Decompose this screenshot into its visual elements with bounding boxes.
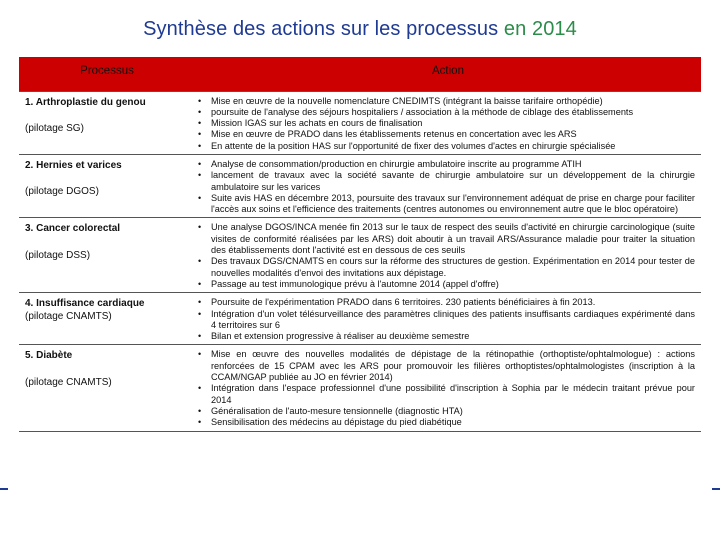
process-pilot: (pilotage CNAMTS): [25, 310, 112, 322]
action-cell: [195, 218, 701, 293]
action-item: • Des travaux DGS/CNAMTS en cours sur la réforme des structures de gestion. Expérimentation en 2014 pour tester de nouvelles modalités d'envoi des invitations aux dépistage.: [195, 256, 695, 279]
header-processus: Processus: [19, 57, 195, 91]
title-text: Synthèse des actions sur les processus: [143, 18, 499, 40]
action-item: • Mission IGAS sur les achats en cours de finalisation: [195, 118, 695, 129]
action-item: • Mise en œuvre des nouvelles modalités de dépistage de la rétinopathie (orthoptiste/ophtalmologue) : actions renforcées de 15 CPAM avec les ARS pour promouvoir les filières orthoptistes/ophtalmologistes (inscription à la CCAM/NGAP publiée au JO en février 2014): [195, 349, 695, 383]
process-pilot: (pilotage CNAMTS): [25, 376, 112, 388]
action-item: • Analyse de consommation/production en chirurgie ambulatoire inscrite au programme ATIH: [195, 159, 695, 170]
action-item: • Bilan et extension progressive à réaliser au deuxième semestre: [195, 331, 695, 342]
page-title: [0, 18, 720, 41]
action-item: • Intégration dans l'espace professionnel d'une possibilité d'inscription à Sophia par le médecin traitant prévue pour 2014: [195, 383, 695, 406]
process-cell: [19, 345, 195, 431]
decorative-line-right: [712, 488, 720, 490]
action-cell: [195, 91, 701, 154]
action-list: [195, 159, 695, 215]
process-cell: [19, 154, 195, 217]
action-item: • Passage au test immunologique prévu à l'automne 2014 (appel d'offre): [195, 279, 695, 290]
process-cell: [19, 218, 195, 293]
actions-table: [19, 57, 701, 432]
action-item: • Poursuite de l'expérimentation PRADO dans 6 territoires. 230 patients bénéficiaires à fin 2013.: [195, 297, 695, 308]
action-item: • Intégration d'un volet télésurveillance des paramètres cliniques des patients insuffisants cardiaques expérimenté dans 4 territoires sur 6: [195, 309, 695, 332]
process-name: 1. Arthroplastie du genou: [25, 96, 146, 108]
action-item: • poursuite de l'analyse des séjours hospitaliers / association à la méthode de ciblage des établissements: [195, 107, 695, 118]
action-cell: [195, 293, 701, 345]
action-item: • Sensibilisation des médecins au dépistage du pied diabétique: [195, 417, 695, 428]
action-item: • lancement de travaux avec la société savante de chirurgie ambulatoire sur un développement de la chirurgie ambulatoire sur les varices: [195, 170, 695, 193]
process-pilot: (pilotage SG): [25, 122, 84, 134]
process-name: 4. Insuffisance cardiaque: [25, 298, 145, 310]
process-pilot: (pilotage DGOS): [25, 186, 99, 198]
process-name: 3. Cancer colorectal: [25, 223, 121, 235]
process-cell: [19, 293, 195, 345]
action-list: [195, 349, 695, 428]
table-row: [19, 154, 701, 217]
action-item: • Généralisation de l'auto-mesure tensionnelle (diagnostic HTA): [195, 406, 695, 417]
action-item: • Suite avis HAS en décembre 2013, poursuite des travaux sur l'environnement adéquat de prise en charge pour faciliter l'accès aux soins et l'efficience des traitements (centres autonomes ou environnement autre que le bloc opératoire): [195, 193, 695, 216]
action-item: • Mise en œuvre de la nouvelle nomenclature CNEDIMTS (intégrant la baisse tarifaire orthopédie): [195, 96, 695, 107]
process-name: 5. Diabète: [25, 350, 73, 362]
table-row: [19, 345, 701, 431]
action-item: • Une analyse DGOS/INCA menée fin 2013 sur le taux de respect des seuils d'activité en chirurgie carcinologique (suite visites de conformité réalisées par les ARS) doit aboutir à un travail ARS/Assurance maladie pour traiter la situation des établissements dont l'activité est en dessous de ces seuils: [195, 222, 695, 256]
action-list: [195, 297, 695, 342]
action-cell: [195, 345, 701, 431]
table-row: [19, 91, 701, 154]
table-row: [19, 293, 701, 345]
action-item: • En attente de la position HAS sur l'opportunité de fixer des volumes d'actes en chirurgie spécialisée: [195, 141, 695, 152]
process-name: 2. Hernies et varices: [25, 159, 122, 171]
action-cell: [195, 154, 701, 217]
header-action: Action: [195, 57, 701, 91]
table-row: [19, 218, 701, 293]
title-year: en 2014: [503, 18, 577, 40]
action-item: • Mise en œuvre de PRADO dans les établissements retenus en concertation avec les ARS: [195, 129, 695, 140]
process-cell: [19, 91, 195, 154]
decorative-line-left: [0, 488, 8, 490]
action-list: [195, 96, 695, 152]
table-header-row: [19, 57, 701, 91]
process-pilot: (pilotage DSS): [25, 249, 91, 261]
action-list: [195, 222, 695, 290]
